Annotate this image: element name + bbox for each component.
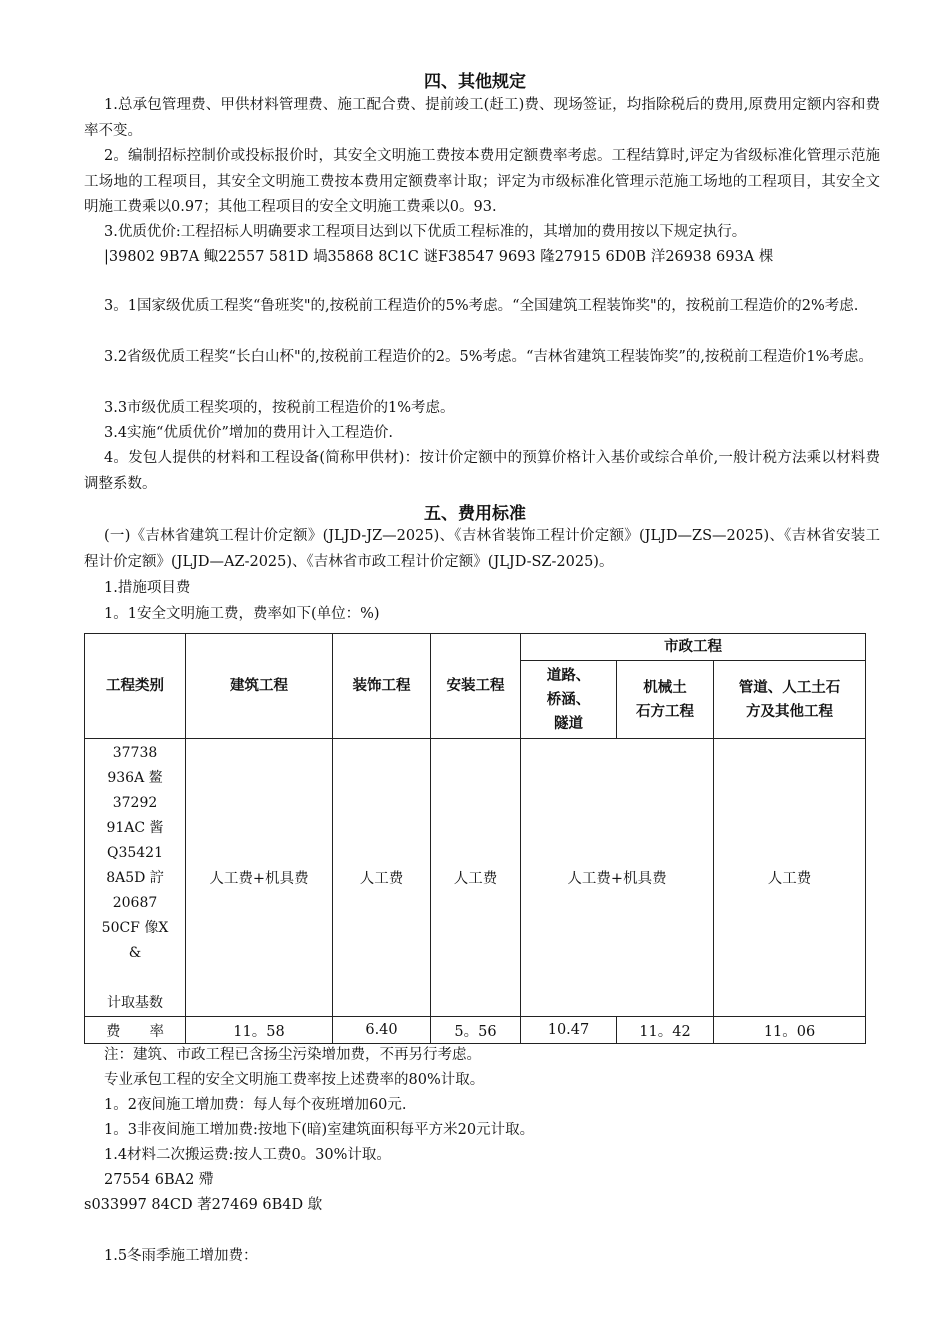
safety-fee-heading: 1。1安全文明施工费，费率如下(单位：%) <box>104 606 380 622</box>
header-road: 道路、 桥涵、 隧道 <box>521 661 617 739</box>
base-label-cell: 37738 936A 鳌 37292 91AC 酱 Q35421 8A5D 詝 20687 50CF 像X & 计取基数 <box>85 739 186 1017</box>
section-5-title: 五、费用标准 <box>424 504 526 524</box>
rate-mechanical: 11。42 <box>617 1017 714 1044</box>
header-pipe: 管道、人工土石 方及其他工程 <box>714 661 866 739</box>
non-night-fee-line: 1。3非夜间施工增加费:按地下(暗)室建筑面积每平方米20元计取。 <box>104 1122 535 1138</box>
paragraph-3-3: 3.3市级优质工程奖项的，按税前工程造价的1%考虑。 <box>104 400 455 416</box>
header-installation: 安装工程 <box>431 634 521 739</box>
rate-decoration: 6.40 <box>333 1017 431 1044</box>
rate-building: 11。58 <box>186 1017 333 1044</box>
paragraph-3-2: 3.2省级优质工程奖“长白山杯"的,按税前工程造价的2。5%考虑。“吉林省建筑工程装饰奖”的,按税前工程造价1%考虑。 <box>104 349 873 365</box>
base-installation: 人工费 <box>431 739 521 1017</box>
night-fee-line: 1。2夜间施工增加费：每人每个夜班增加60元. <box>104 1097 407 1113</box>
paragraph-4: 4。发包人提供的材料和工程设备(简称甲供材)：按计价定额中的预算价格计入基价或综合单价,一般计税方法乘以材料费调整系数。 <box>84 450 880 492</box>
header-municipal: 市政工程 <box>521 634 866 661</box>
paragraph-1: 1.总承包管理费、甲供材料管理费、施工配合费、提前竣工(赶工)费、现场签证，均指除税后的费用,原费用定额内容和费率不变。 <box>84 97 880 139</box>
header-category: 工程类别 <box>85 634 186 739</box>
rate-pipe: 11。06 <box>714 1017 866 1044</box>
base-decoration: 人工费 <box>333 739 431 1017</box>
measure-fee-heading: 1.措施项目费 <box>104 580 191 596</box>
paragraph-2: 2。编制招标控制价或投标报价时，其安全文明施工费按本费用定额费率考虑。工程结算时,评定为省级标准化管理示范施工场地的工程项目，其安全文明施工费按本费用定额费率计取；评定为市级标准化管理示范施工场地的工程项目，其安全文明施工费乘以0.97；其他工程项目的安全文明施工费乘以0。93. <box>84 148 880 215</box>
rate-label: 费 率 <box>85 1017 186 1044</box>
note-line: 注：建筑、市政工程已含扬尘污染增加费，不再另行考虑。 <box>104 1047 481 1063</box>
paragraph-3-4: 3.4实施“优质优价”增加的费用计入工程造价. <box>104 425 393 441</box>
rate-road: 10.47 <box>521 1017 617 1044</box>
winter-rain-fee-line: 1.5冬雨季施工增加费： <box>104 1248 258 1264</box>
paragraph-3-1: 3。1国家级优质工程奖“鲁班奖"的,按税前工程造价的5%考虑。“全国建筑工程装饰奖"的，按税前工程造价的2%考虑. <box>104 298 859 314</box>
header-building: 建筑工程 <box>186 634 333 739</box>
garbled-line-3: s033997 84CD 著27469 6B4D 歍 <box>84 1197 323 1213</box>
garbled-line-2: 27554 6BA2 殢 <box>104 1172 214 1188</box>
rate-table <box>84 633 866 1044</box>
base-building: 人工费+机具费 <box>186 739 333 1017</box>
header-decoration: 装饰工程 <box>333 634 431 739</box>
base-pipe: 人工费 <box>714 739 866 1017</box>
paragraph-3: 3.优质优价:工程招标人明确要求工程项目达到以下优质工程标准的，其增加的费用按以下规定执行。 <box>104 224 747 240</box>
base-road-mechanical: 人工费+机具费 <box>521 739 714 1017</box>
header-mechanical: 机械土 石方工程 <box>617 661 714 739</box>
rate-installation: 5。56 <box>431 1017 521 1044</box>
secondary-transport-line: 1.4材料二次搬运费:按人工费0。30%计取。 <box>104 1147 391 1163</box>
garbled-line-1: |39802 9B7A 鲰22557 581D 堝35868 8C1C 谜F38547 9693 隆27915 6D0B 洋26938 693A 棵 <box>104 249 774 265</box>
paragraph-intro: (一)《吉林省建筑工程计价定额》(JLJD-JZ—2025)、《吉林省装饰工程计价定额》(JLJD—ZS—2025)、《吉林省安装工程计价定额》(JLJD—AZ-2025)、《吉林省市政工程计价定额》(JLJD-SZ-2025)。 <box>84 528 880 570</box>
section-4-title: 四、其他规定 <box>424 72 526 92</box>
note-line-2: 专业承包工程的安全文明施工费率按上述费率的80%计取。 <box>104 1072 485 1088</box>
